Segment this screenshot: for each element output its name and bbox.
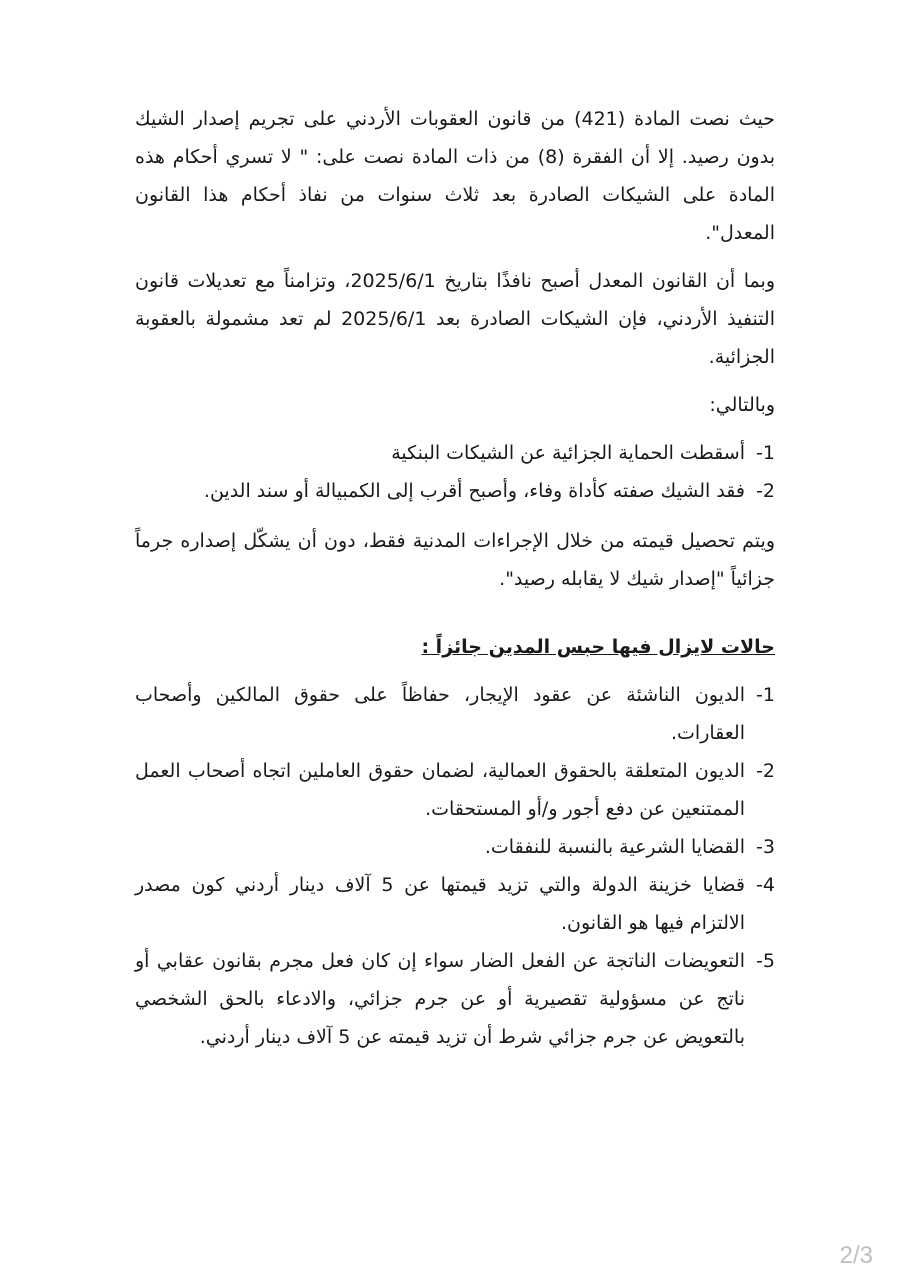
document-page: [135, 100, 775, 1056]
list-number: 2-: [756, 480, 775, 502]
list-item: [135, 866, 775, 942]
list-number: 1-: [756, 684, 775, 706]
list-number: 4-: [756, 874, 775, 896]
list-text: قضايا خزينة الدولة والتي تزيد قيمتها عن 5 آلاف دينار أردني كون مصدر الالتزام فيها هو القانون.: [135, 874, 745, 934]
list-item: [135, 828, 775, 866]
list-text: الديون المتعلقة بالحقوق العمالية، لضمان حقوق العاملين اتجاه أصحاب العمل الممتنعين عن دفع أجور و/أو المستحقات.: [135, 760, 745, 820]
list-number: 2-: [756, 760, 775, 782]
list-text: التعويضات الناتجة عن الفعل الضار سواء إن كان فعل مجرم بقانون عقابي أو ناتج عن مسؤولية تقصيرية أو عن جرم جزائي، والادعاء بالحق الشخصي بالتعويض عن جرم جزائي شرط أن تزيد قيمته عن 5 آلاف دينار أردني.: [135, 950, 745, 1048]
list-number: 3-: [756, 836, 775, 858]
section-heading: حالات لايزال فيها حبس المدين جائزاً :: [421, 636, 775, 658]
cases-list: [135, 676, 775, 1056]
page-indicator: 2/3: [839, 1242, 873, 1269]
list-text: الديون الناشئة عن عقود الإيجار، حفاظاً على حقوق المالكين وأصحاب العقارات.: [135, 684, 745, 744]
list-item: [135, 942, 775, 1056]
consequences-list: [135, 434, 775, 510]
paragraph-effective-date: وبما أن القانون المعدل أصبح نافذًا بتاريخ 2025/6/1، وتزامناً مع تعديلات قانون التنفيذ الأردني، فإن الشيكات الصادرة بعد 2025/6/1 لم تعد مشمولة بالعقوبة الجزائية.: [135, 270, 775, 368]
list-item: [135, 752, 775, 828]
paragraph-civil-collection: ويتم تحصيل قيمته من خلال الإجراءات المدنية فقط، دون أن يشكّل إصداره جرماً جزائياً "إصدار شيك لا يقابله رصيد".: [135, 530, 775, 590]
list-item: [135, 472, 775, 510]
list-item: [135, 676, 775, 752]
list-number: 1-: [756, 442, 775, 464]
list-text: فقد الشيك صفته كأداة وفاء، وأصبح أقرب إلى الكمبيالة أو سند الدين.: [203, 480, 745, 502]
paragraph-therefore: وبالتالي:: [709, 394, 775, 416]
list-text: أسقطت الحماية الجزائية عن الشيكات البنكية: [391, 442, 745, 464]
paragraph-article-421: حيث نصت المادة (421) من قانون العقوبات الأردني على تجريم إصدار الشيك بدون رصيد. إلا أن الفقرة (8) من ذات المادة نصت على: " لا تسري أحكام هذه المادة على الشيكات الصادرة بعد ثلاث سنوات من نفاذ أحكام هذا القانون المعدل".: [135, 108, 775, 244]
list-text: القضايا الشرعية بالنسبة للنفقات.: [484, 836, 745, 858]
list-item: [135, 434, 775, 472]
list-number: 5-: [756, 950, 775, 972]
